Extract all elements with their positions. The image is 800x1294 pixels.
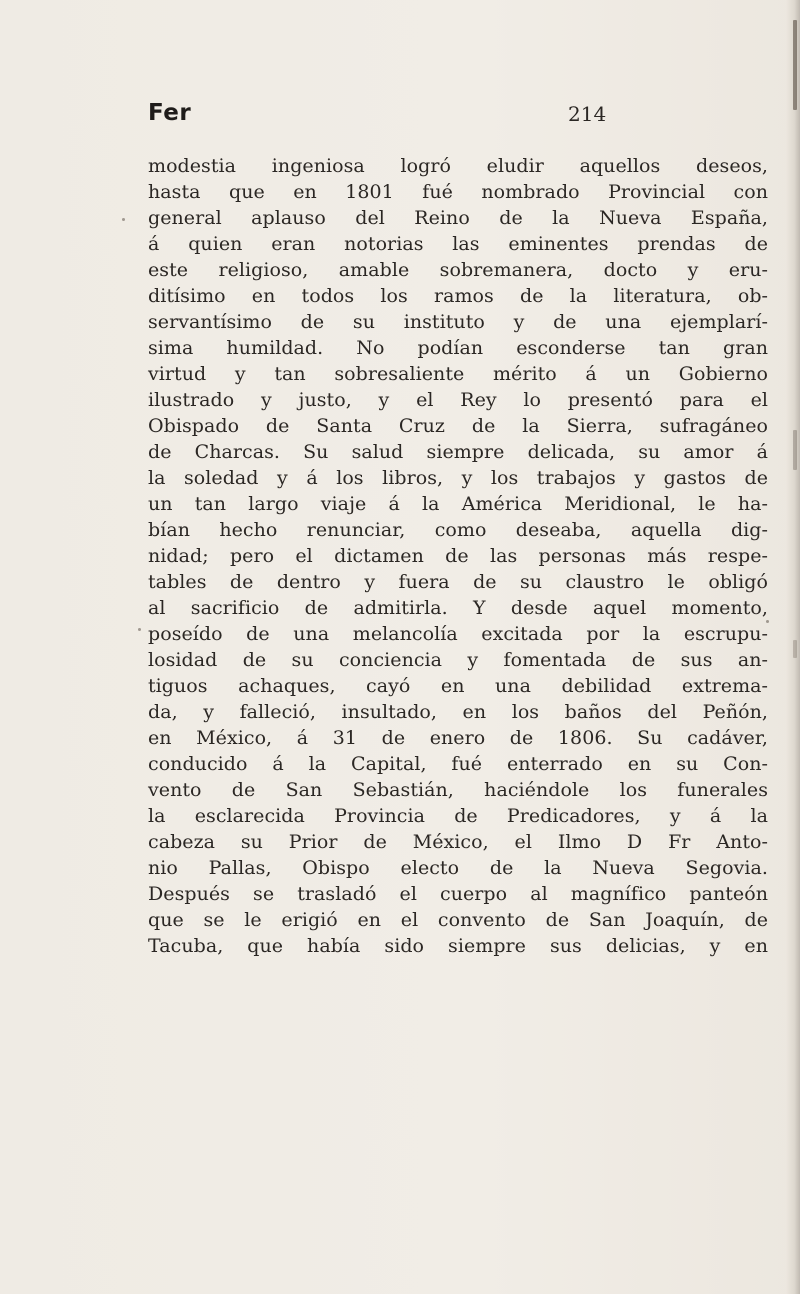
text-line: vento de San Sebastián, haciéndole los funerales	[148, 779, 768, 801]
text-line: Después se trasladó el cuerpo al magnífico panteón	[148, 883, 768, 905]
page-edge-mark	[793, 640, 797, 658]
text-line: modestia ingeniosa logró eludir aquellos deseos,	[148, 155, 768, 177]
text-line: en México, á 31 de enero de 1806. Su cadáver,	[148, 727, 768, 749]
text-line: cabeza su Prior de México, el Ilmo D Fr Anto-	[148, 831, 768, 853]
text-line: de Charcas. Su salud siempre delicada, su amor á	[148, 441, 768, 463]
running-head: Fer	[148, 100, 192, 126]
text-line: hasta que en 1801 fué nombrado Provincial con	[148, 181, 768, 203]
text-line: la soledad y á los libros, y los trabajos y gastos de	[148, 467, 768, 489]
text-line: conducido á la Capital, fué enterrado en su Con-	[148, 753, 768, 775]
text-line: Tacuba, que había sido siempre sus delicias, y en	[148, 935, 768, 957]
text-line: tables de dentro y fuera de su claustro le obligó	[148, 571, 768, 593]
page-edge-mark	[793, 20, 797, 110]
text-line: nidad; pero el dictamen de las personas más respe-	[148, 545, 768, 567]
text-line: este religioso, amable sobremanera, docto y eru-	[148, 259, 768, 281]
text-line: bían hecho renunciar, como deseaba, aquella dig-	[148, 519, 768, 541]
text-line: sima humildad. No podían esconderse tan gran	[148, 337, 768, 359]
body-text	[148, 153, 768, 959]
text-line: la esclarecida Provincia de Predicadores, y á la	[148, 805, 768, 827]
text-line: nio Pallas, Obispo electo de la Nueva Segovia.	[148, 857, 768, 879]
text-line: un tan largo viaje á la América Meridional, le ha-	[148, 493, 768, 515]
text-line: ilustrado y justo, y el Rey lo presentó para el	[148, 389, 768, 411]
page-number: 214	[568, 102, 607, 126]
text-line: virtud y tan sobresaliente mérito á un Gobierno	[148, 363, 768, 385]
text-line: á quien eran notorias las eminentes prendas de	[148, 233, 768, 255]
text-line: tiguos achaques, cayó en una debilidad extrema-	[148, 675, 768, 697]
paper-speck	[138, 628, 141, 631]
paper-speck	[122, 218, 125, 221]
text-line: da, y falleció, insultado, en los baños del Peñón,	[148, 701, 768, 723]
page-edge-mark	[793, 430, 797, 470]
text-line: que se le erigió en el convento de San Joaquín, de	[148, 909, 768, 931]
text-line: general aplauso del Reino de la Nueva España,	[148, 207, 768, 229]
text-line: ditísimo en todos los ramos de la literatura, ob-	[148, 285, 768, 307]
text-line: losidad de su conciencia y fomentada de sus an-	[148, 649, 768, 671]
text-line: al sacrificio de admitirla. Y desde aquel momento,	[148, 597, 768, 619]
text-line: servantísimo de su instituto y de una ejemplarí-	[148, 311, 768, 333]
page-header	[148, 100, 648, 136]
text-line: Obispado de Santa Cruz de la Sierra, sufragáneo	[148, 415, 768, 437]
text-line: poseído de una melancolía excitada por la escrupu-	[148, 623, 768, 645]
